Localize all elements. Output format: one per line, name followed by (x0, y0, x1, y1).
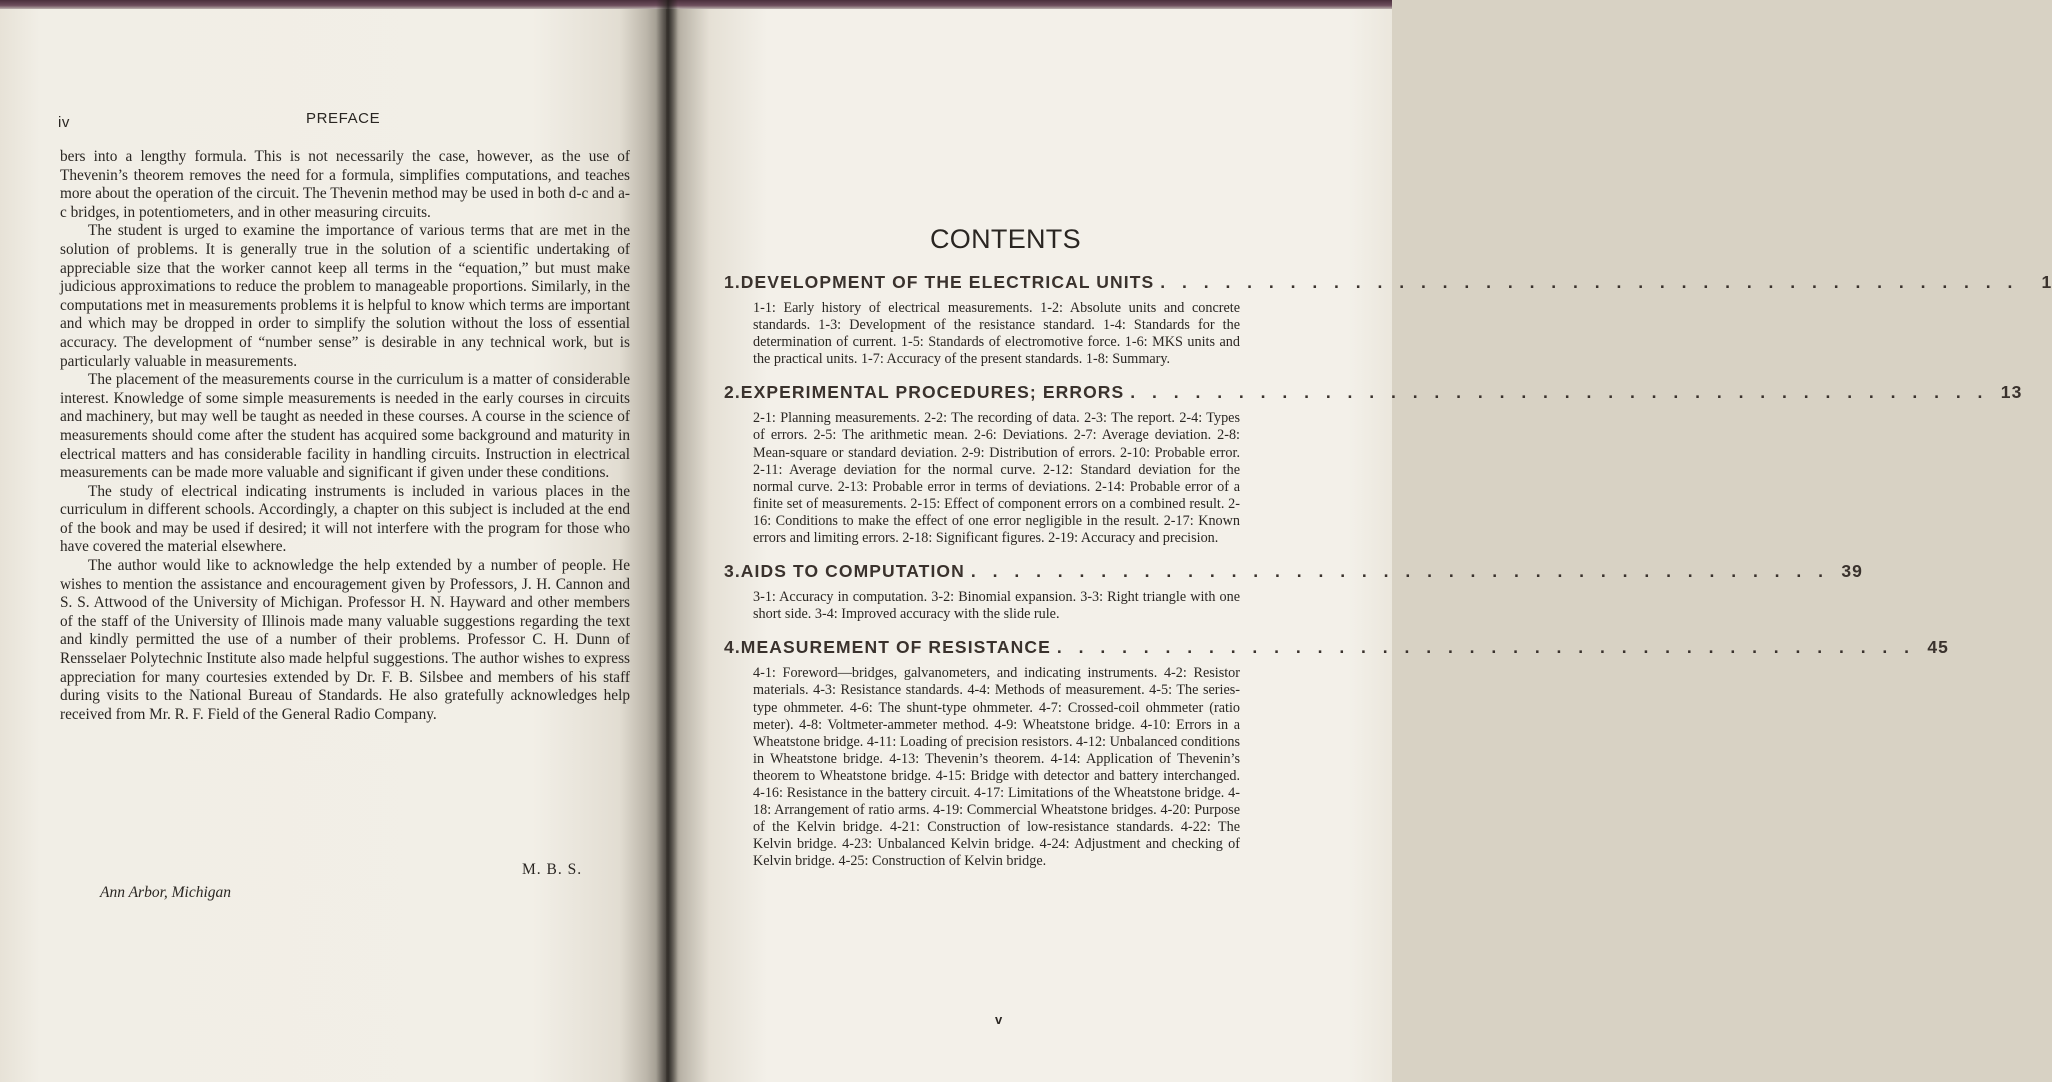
chapter-title: EXPERIMENTAL PROCEDURES; ERRORS (740, 382, 1125, 403)
chapter-page-number: 1 (2041, 272, 2052, 292)
running-head: PREFACE (306, 110, 381, 127)
chapter-number: 4. (724, 637, 741, 658)
left-page (0, 8, 666, 1082)
chapter-sections: 3-1: Accuracy in computation. 3-2: Binomial expansion. 3-3: Right triangle with one short side. 3-4: Improved accuracy with the slide rule. (753, 589, 1240, 623)
page-number-right: v (995, 1012, 1003, 1027)
chapter-heading (724, 382, 2023, 406)
chapter-heading (724, 637, 1950, 661)
chapter-number: 3. (724, 561, 741, 582)
chapter-page-number: 13 (2000, 382, 2023, 403)
page-number-left: iv (58, 114, 70, 131)
preface-body (60, 148, 630, 724)
toc-chapter-2 (724, 382, 2023, 547)
preface-paragraph: The author would like to acknowledge the help extended by a number of people. He wishes to mention the assistance and encouragement given by Professors, J. H. Cannon and S. S. Attwood of the University of Michigan. Professor H. N. Hayward and other members of the staff of the University of Illinois made many valuable suggestions regarding the text and kindly permitted the use of a number of their problems. Professor C. H. Dunn of Rensselaer Polytechnic Institute also made helpful suggestions. The author wishes to express appreciation for many courtesies extended by Dr. F. B. Silsbee and members of his staff during visits to the National Bureau of Standards. He also gratefully acknowledges help received from Mr. R. F. Field of the General Radio Company. (60, 557, 630, 723)
place-line: Ann Arbor, Michigan (100, 884, 232, 901)
chapter-title: DEVELOPMENT OF THE ELECTRICAL UNITS (740, 272, 1155, 292)
contents-title: CONTENTS (930, 224, 1081, 254)
chapter-page-number: 39 (1841, 561, 1863, 582)
toc-chapter-1 (724, 272, 2052, 368)
chapter-page-number: 45 (1927, 637, 1950, 658)
chapter-sections: 1-1: Early history of electrical measurements. 1-2: Absolute units and concrete standards. 1-3: Development of the resistance standard. 1-4: Standards for the determination of current. 1-5: Standards of electromotive force. 1-6: MKS units and the practical units. 1-7: Accuracy of the present standards. 1-8: Summary. (753, 300, 1240, 368)
chapter-number: 2. (724, 382, 741, 403)
book-gutter (656, 0, 678, 1082)
preface-paragraph: bers into a lengthy formula. This is not necessarily the case, however, as the use of Thevenin’s theorem removes the need for a formula, simplifies computations, and teaches more about the operation of the circuit. The Thevenin method may be used in both d-c and a-c bridges, in potentiometers, and in other measuring circuits. (60, 148, 630, 221)
dot-leader: . . . . . . . . . . . . . . . . . . . . . . . . . . . . . . . . . . . . . . . . (1056, 637, 1916, 658)
chapter-sections: 2-1: Planning measurements. 2-2: The recording of data. 2-3: The report. 2-4: Types of errors. 2-5: The arithmetic mean. 2-6: Deviations. 2-7: Average deviation. 2-8: Mean-square or standard deviation. 2-9: Distribution of errors. 2-10: Probable error. 2-11: Average deviation for the normal curve. 2-12: Standard deviation for the normal curve. 2-13: Probable error in terms of deviations. 2-14: Probable error of a finite set of measurements. 2-15: Effect of component errors on a combined result. 2-16: Conditions to make the effect of one error negligible in the result. 2-17: Known errors and limiting errors. 2-18: Significant figures. 2-19: Accuracy and precision. (753, 410, 1240, 547)
chapter-heading (724, 272, 2052, 296)
toc-chapter-4 (724, 637, 1950, 870)
chapter-heading (724, 561, 1863, 585)
dot-leader: . . . . . . . . . . . . . . . . . . . . . . . . . . . . . . . . . . . . . . . . (1160, 272, 2019, 292)
chapter-title: AIDS TO COMPUTATION (740, 561, 965, 582)
book-top-edge (0, 0, 1392, 9)
toc-chapter-3 (724, 561, 1863, 623)
dot-leader: . . . . . . . . . . . . . . . . . . . . . . . . . . . . . . . . . . . . . . . . (970, 561, 1829, 582)
chapter-number: 1. (724, 272, 741, 292)
preface-paragraph: The student is urged to examine the importance of various terms that are met in the solution of problems. It is generally true in the solution of a scientific undertaking of appreciable size that the worker cannot keep all terms in the “equation,” but must make judicious approximations to reduce the problem to manageable proportions. Similarly, in the computations met in measurements problems it is helpful to know which terms are important and which may be dropped in order to simplify the solution without the loss of essential accuracy. The development of “number sense” is desirable in any technical work, but is particularly valuable in measurements. (60, 222, 630, 370)
preface-paragraph: The study of electrical indicating instruments is included in various places in the curriculum in different schools. Accordingly, a chapter on this subject is included at the end of the book and may be used if desired; it will not interfere with the program for those who have covered the material elsewhere. (60, 482, 630, 556)
author-initials: M. B. S. (522, 861, 583, 878)
chapter-title: MEASUREMENT OF RESISTANCE (740, 637, 1051, 658)
table-of-contents (724, 272, 2052, 870)
preface-paragraph: The placement of the measurements course in the curriculum is a matter of considerable interest. Knowledge of some simple measurements is needed in the early courses in circuits and machinery, but may well be taught as needed in these courses. A course in the science of measurements should come after the student has acquired some background and maturity in electrical matters and has considerable facility in handling circuits. Instruction in electrical measurements can be made more valuable and significant if given under these conditions. (60, 371, 630, 482)
dot-leader: . . . . . . . . . . . . . . . . . . . . . . . . . . . . . . . . . . . . . . . . (1130, 382, 1989, 403)
chapter-sections: 4-1: Foreword—bridges, galvanometers, and indicating instruments. 4-2: Resistor materials. 4-3: Resistance standards. 4-4: Methods of measurement. 4-5: The series-type ohmmeter. 4-6: The shunt-type ohmmeter. 4-7: Crossed-coil ohmmeter (ratio meter). 4-8: Voltmeter-ammeter method. 4-9: Wheatstone bridge. 4-10: Errors in a Wheatstone bridge. 4-11: Loading of precision resistors. 4-12: Unbalanced conditions in Wheatstone bridge. 4-13: Thevenin’s theorem. 4-14: Application of Thevenin’s theorem to Wheatstone bridge. 4-15: Bridge with detector and battery interchanged. 4-16: Resistance in the battery circuit. 4-17: Limitations of the Wheatstone bridge. 4-18: Arrangement of ratio arms. 4-19: Commercial Wheatstone bridges. 4-20: Purpose of the Kelvin bridge. 4-21: Construction of low-resistance standards. 4-22: The Kelvin bridge. 4-23: Unbalanced Kelvin bridge. 4-24: Adjustment and checking of Kelvin bridge. 4-25: Construction of Kelvin bridge. (753, 665, 1240, 870)
